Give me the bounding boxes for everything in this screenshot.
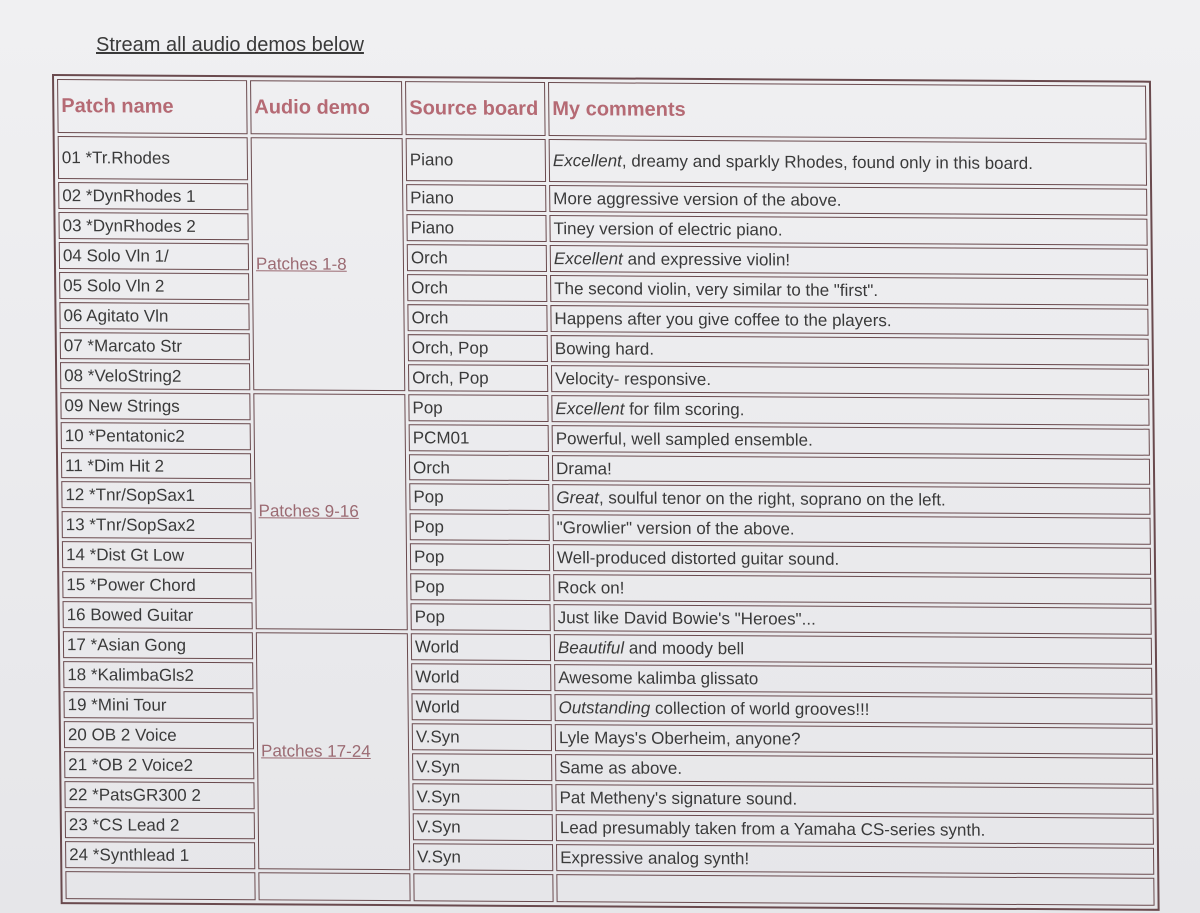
comment-cell [556,814,1154,845]
patch-name-cell: 18 *KalimbaGls2 [63,661,253,689]
comment-text: and expressive violin! [622,249,791,270]
source-board-cell: Orch [407,304,547,332]
comment-cell [551,365,1149,396]
comment-cell [556,844,1154,875]
patch-name-cell: 16 Bowed Guitar [63,601,253,629]
comment-cell [550,245,1148,276]
table-row [61,482,1150,516]
patch-name-cell: 06 Agitato Vln [59,302,249,330]
source-board-cell: Pop [410,574,550,602]
comment-cell [550,305,1148,336]
comment-cell [554,694,1152,725]
patch-name-cell: 09 New Strings [60,392,250,420]
comment-cell [554,664,1152,695]
comment-text: Velocity- responsive. [555,368,712,389]
table-row [59,242,1148,276]
table-row [64,781,1153,815]
comment-text: and moody bell [624,638,745,659]
patch-name-cell: 20 OB 2 Voice [64,721,254,749]
table-row [63,691,1152,725]
comment-cell [555,784,1153,815]
table-row [58,212,1147,246]
comment-cell [552,455,1150,486]
source-board-cell: V.Syn [413,813,553,841]
comment-text: Powerful, well sampled ensemble. [555,428,813,450]
source-board-cell: Pop [408,394,548,422]
source-board-cell: Pop [410,544,550,572]
comment-cell [553,604,1151,635]
comment-cell [551,335,1149,366]
table-row [64,721,1153,755]
comment-text: Just like David Bowie's "Heroes"... [557,608,816,629]
comment-cell [553,544,1151,575]
patch-name-cell: 12 *Tnr/SopSax1 [61,482,251,510]
patch-name-cell: 08 *VeloString2 [60,362,250,390]
comment-cell [554,634,1152,665]
source-board-cell: Orch [409,454,549,482]
audio-demo-cell [253,393,407,630]
comment-text: Expressive analog synth! [560,847,750,869]
comment-text: Drama! [555,458,612,478]
source-board-cell: Piano [406,214,546,242]
stream-all-demos-link[interactable]: Stream all audio demos below [96,34,364,56]
comment-text: Lyle Mays's Oberheim, anyone? [558,728,801,749]
patch-name-cell: 04 Solo Vln 1/ [59,242,249,270]
table-row [61,452,1150,486]
empty-cell [258,872,410,901]
comment-cell [549,215,1147,246]
patch-name-cell: 15 *Power Chord [62,571,252,599]
patch-name-cell: 23 *CS Lead 2 [65,811,255,839]
source-board-cell: Orch, Pop [408,364,548,392]
table-row [59,272,1148,306]
patch-name-cell: 10 *Pentatonic2 [61,422,251,450]
comment-text: collection of world grooves!!! [650,698,870,720]
source-board-cell: V.Syn [412,783,552,811]
source-board-cell: V.Syn [412,753,552,781]
source-board-cell: Pop [410,514,550,542]
patch-name-cell: 22 *PatsGR300 2 [64,781,254,809]
comment-text: Awesome kalimba glissato [558,668,759,689]
comment-text: Bowing hard. [554,338,655,359]
source-board-cell: Orch, Pop [408,334,548,362]
comment-cell [549,185,1147,216]
table-row [60,362,1149,396]
header-comments: My comments [548,82,1147,140]
source-board-cell: World [411,663,551,691]
comment-cell [555,754,1153,785]
comment-text: "Growlier" version of the above. [556,518,795,539]
table-row [65,841,1154,875]
patch-name-cell: 11 *Dim Hit 2 [61,452,251,480]
patch-table-body [58,136,1155,906]
comment-emphasis: Outstanding [558,698,651,718]
empty-cell [556,874,1154,906]
patch-name-cell: 14 *Dist Gt Low [62,541,252,569]
source-board-cell: World [411,633,551,661]
comment-cell [551,395,1149,426]
header-audio-demo: Audio demo [250,80,403,135]
comment-cell [552,485,1150,516]
audio-demo-link[interactable]: Patches 1-8 [255,254,347,274]
empty-cell [413,873,553,902]
source-board-cell: V.Syn [412,723,552,751]
audio-demo-link[interactable]: Patches 9-16 [258,501,359,522]
patch-name-cell: 13 *Tnr/SopSax2 [62,512,252,540]
comment-text: Pat Metheny's signature sound. [559,787,798,809]
patch-name-cell: 03 *DynRhodes 2 [58,212,248,240]
patch-name-cell: 17 *Asian Gong [63,631,253,659]
comment-emphasis: Excellent [555,398,625,419]
comment-text: Lead presumably taken from a Yamaha CS-series synth. [559,817,986,840]
comment-text: Tiney version of electric piano. [553,219,783,240]
table-row [63,631,1152,665]
source-board-cell: Pop [409,484,549,512]
comment-text: More aggressive version of the above. [553,189,842,210]
comment-text: Happens after you give coffee to the players. [554,308,892,330]
header-source-board: Source board [405,81,546,136]
patch-name-cell: 21 *OB 2 Voice2 [64,751,254,779]
comment-cell [550,275,1148,306]
audio-demo-cell [251,137,406,391]
header-patch-name: Patch name [57,79,248,134]
table-row [62,571,1151,605]
table-row-partial [65,871,1154,906]
table-row [65,811,1154,845]
source-board-cell: Piano [406,138,546,182]
table-row [60,332,1149,366]
audio-demo-cell [256,632,410,869]
table-row [61,422,1150,456]
comment-cell [555,724,1153,755]
comment-cell [552,425,1150,456]
comment-cell [553,515,1151,546]
patch-table [52,74,1160,911]
table-row [58,182,1147,216]
source-board-cell: V.Syn [413,843,553,871]
source-board-cell: World [411,693,551,721]
empty-cell [65,871,255,900]
comment-text: Same as above. [559,758,683,778]
comment-emphasis: Excellent [553,249,623,269]
source-board-cell: Pop [411,603,551,631]
comment-text: Rock on! [557,578,625,598]
table-row [63,601,1152,635]
source-board-cell: Orch [407,244,547,272]
table-row [58,136,1147,186]
patch-name-cell: 07 *Marcato Str [60,332,250,360]
audio-demo-link[interactable]: Patches 17-24 [260,741,371,761]
table-row [63,661,1152,695]
comment-cell [553,574,1151,605]
patch-name-cell: 02 *DynRhodes 1 [58,182,248,210]
comment-emphasis: Great [556,488,600,508]
patch-name-cell: 19 *Mini Tour [63,691,253,719]
comment-text: , soulful tenor on the right, soprano on the left. [598,488,946,510]
source-board-cell: PCM01 [409,424,549,452]
source-board-cell: Piano [406,184,546,212]
table-row [60,392,1149,426]
table-header-row [57,79,1147,140]
source-board-cell: Orch [407,274,547,302]
comment-emphasis: Excellent [552,151,622,171]
patch-name-cell: 24 *Synthlead 1 [65,841,255,869]
patch-name-cell: 01 *Tr.Rhodes [58,136,248,180]
comment-cell [549,139,1147,186]
comment-text: , dreamy and sparkly Rhodes, found only in this board. [621,151,1033,174]
table-row [64,751,1153,785]
comment-text: Well-produced distorted guitar sound. [556,548,840,570]
patch-name-cell: 05 Solo Vln 2 [59,272,249,300]
comment-emphasis: Beautiful [557,638,625,658]
comment-text: for film scoring. [624,399,745,419]
comment-text: The second violin, very similar to the "first". [554,278,879,300]
table-row [62,512,1151,546]
table-row [59,302,1148,336]
table-row [62,541,1151,575]
